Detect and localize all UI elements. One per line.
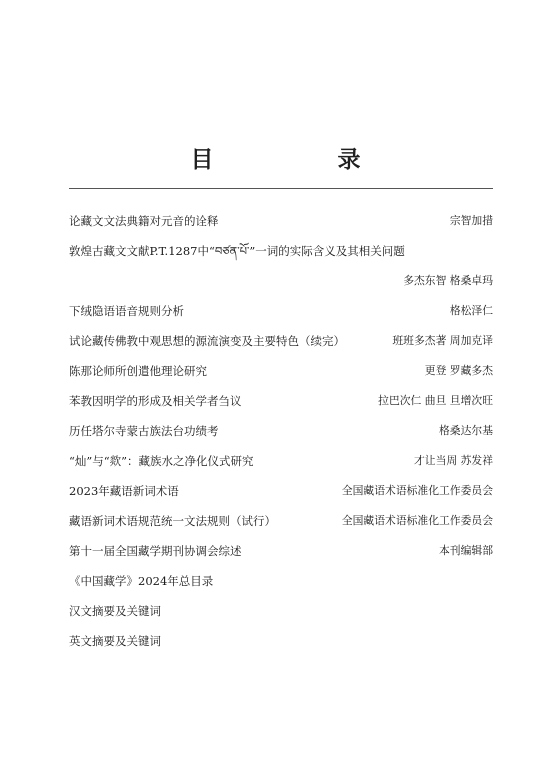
toc-entry-author: 格桑达尔基 [439, 424, 493, 437]
toc-entry-title: 敦煌古藏文文献P.T.1287中“བཙན་པོ་”一词的实际含义及其相关问题 [69, 244, 405, 258]
toc-entry-continuation[interactable] [69, 266, 493, 296]
toc-entry-title: 第十一届全国藏学期刊协调会综述 [69, 544, 242, 558]
toc-entry[interactable] [69, 536, 493, 566]
toc-entry-title: 下绒隐语语音规则分析 [69, 304, 184, 318]
toc-entry-author: 更登 罗藏多杰 [424, 364, 493, 377]
toc-entry-author: 宗智加措 [449, 214, 493, 227]
toc-entry-author: 多杰东智 格桑卓玛 [403, 274, 493, 287]
toc-entry-author: 本刊编辑部 [439, 544, 493, 557]
toc-entry[interactable] [69, 416, 493, 446]
toc-entry[interactable] [69, 386, 493, 416]
toc-entry[interactable] [69, 506, 493, 536]
toc-entry[interactable] [69, 206, 493, 236]
toc-entry-author: 班班多杰著 周加克译 [392, 334, 493, 347]
title-divider [69, 188, 493, 189]
table-of-contents [69, 206, 493, 656]
toc-entry[interactable] [69, 356, 493, 386]
page-title: 目 录 [190, 147, 419, 173]
toc-entry[interactable] [69, 476, 493, 506]
toc-entry-author: 格松泽仁 [449, 304, 493, 317]
toc-entry-title: 藏语新词术语规范统一文法规则（试行） [69, 514, 276, 528]
toc-entry[interactable] [69, 446, 493, 476]
toc-entry-author: 全国藏语术语标准化工作委员会 [341, 484, 493, 497]
toc-entry-title: 苯教因明学的形成及相关学者刍议 [69, 394, 242, 408]
toc-entry[interactable] [69, 296, 493, 326]
toc-entry-title: 汉文摘要及关键词 [69, 604, 161, 618]
toc-entry-title: 2023年藏语新词术语 [69, 484, 179, 498]
toc-entry-title: 试论藏传佛教中观思想的源流演变及主要特色（续完） [69, 334, 345, 348]
toc-entry[interactable] [69, 326, 493, 356]
toc-entry[interactable] [69, 236, 493, 266]
toc-entry-title: 历任塔尔寺蒙古族法台功绩考 [69, 424, 219, 438]
toc-entry-title: “灿”与“欻”：藏族水之净化仪式研究 [69, 454, 254, 468]
toc-entry-author: 拉巴次仁 曲旦 旦增次旺 [378, 394, 493, 407]
toc-entry-author: 全国藏语术语标准化工作委员会 [341, 514, 493, 527]
toc-entry-title: 论藏文文法典籍对元音的诠释 [69, 214, 219, 228]
toc-entry-title: 《中国藏学》2024年总目录 [69, 574, 214, 588]
toc-entry[interactable] [69, 626, 493, 656]
toc-entry-title: 陈那论师所创遣他理论研究 [69, 364, 207, 378]
toc-entry[interactable] [69, 596, 493, 626]
toc-entry[interactable] [69, 566, 493, 596]
toc-entry-title: 英文摘要及关键词 [69, 634, 161, 648]
toc-entry-author: 才让当周 苏发祥 [413, 454, 493, 467]
